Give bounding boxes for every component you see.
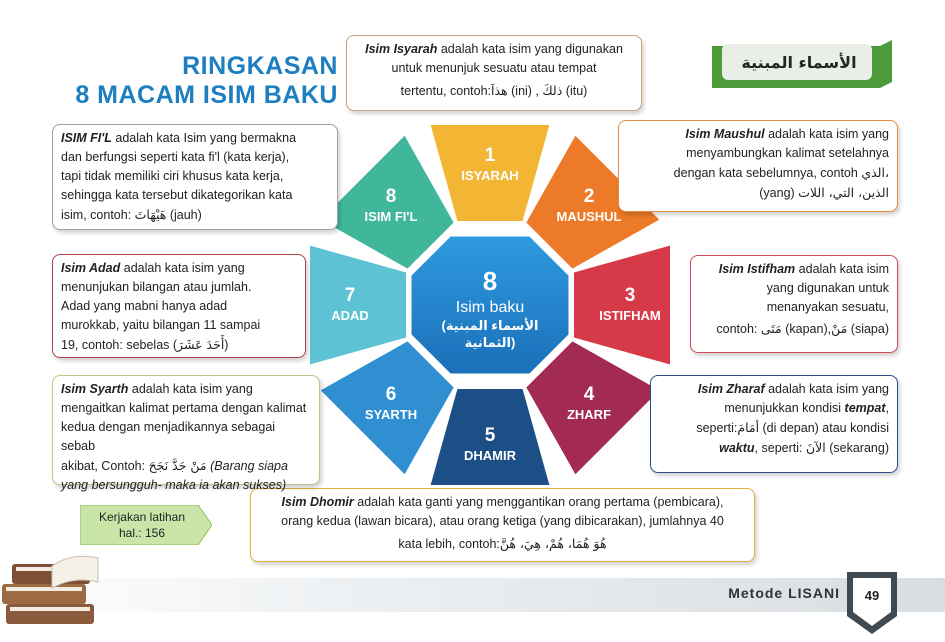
petal-number: 6 — [385, 384, 397, 405]
istifham-line-4e: (siapa) — [847, 322, 889, 336]
petal-number: 3 — [624, 285, 636, 306]
isim-fil-line-2: dan berfungsi seperti kata fi'l (kata kerja), — [61, 150, 290, 164]
syarth-line-2: mengaitkan kalimat pertama dengan kalimat — [61, 401, 307, 415]
badge-label: الأسماء المبنية — [741, 53, 857, 72]
dhomir-example: هُوَ هُمَا، هُمْ، هِيَ، هُنَّ — [499, 536, 607, 551]
page-number: 49 — [864, 588, 880, 603]
adad-keyword: Isim Adad — [61, 261, 121, 275]
zharaf-line-2a: menunjukkan kondisi — [724, 401, 845, 415]
exercise-note-line-2: hal.: 156 — [118, 526, 166, 540]
petal-label: ISTIFHAM — [599, 308, 661, 323]
adad-line-3: Adad yang mabni hanya adad — [61, 299, 228, 313]
isim-fil-line-3: tapi tidak memiliki ciri khusus kata kerja, — [61, 169, 284, 183]
isim-fil-box — [52, 124, 338, 230]
istifham-line-4a: contoh: — [716, 322, 761, 336]
zharaf-line-2c: , — [885, 401, 889, 415]
isyarah-line-3e: (itu) — [562, 84, 588, 98]
center-number: 8 — [482, 266, 498, 296]
books-illustration — [2, 552, 102, 630]
footer-title: Metode LISANI — [728, 585, 840, 601]
zharaf-keyword: Isim Zharaf — [697, 382, 765, 396]
page-number-shield — [845, 572, 899, 634]
isim-fil-line-4: sehingga kata tersebut dikategorikan kata — [61, 188, 293, 202]
petal-number: 8 — [385, 186, 397, 207]
maushul-line-3a: dengan kata sebelumnya, contoh — [673, 166, 862, 180]
isim-fil-line-1: adalah kata Isim yang bermakna — [111, 131, 297, 145]
syarth-line-3: kedua dengan menjadikannya sebagai sebab — [61, 420, 276, 453]
isim-fil-line-5a: isim, contoh: — [61, 208, 135, 222]
zharaf-example-1: أمَامَ — [737, 420, 760, 435]
isim-fil-line-5c: (jauh) — [166, 208, 202, 222]
syarth-line-4a: akibat, Contoh: — [61, 459, 149, 473]
petal-label: ZHARF — [566, 407, 612, 422]
istifham-example-2: مَنْ — [831, 321, 848, 336]
zharaf-line-4b: , seperti: — [754, 441, 806, 455]
syarth-line-5: yang bersungguh- maka ia akan sukses) — [61, 478, 287, 492]
zharaf-example-2: الآنَ — [805, 440, 826, 455]
isim-fil-example: هَيْهَاتَ — [134, 207, 167, 222]
zharaf-box — [650, 375, 898, 473]
petal-number: 1 — [484, 145, 496, 166]
istifham-line-4c: (kapan), — [781, 322, 832, 336]
exercise-note[interactable] — [84, 509, 200, 541]
title-line-2: 8 MACAM ISIM BAKU — [75, 81, 338, 109]
dhomir-keyword: Isim Dhomir — [281, 495, 354, 509]
dhomir-line-2: orang kedua (lawan bicara), atau orang ketiga (yang dibicarakan), jumlahnya 40 — [281, 514, 724, 528]
maushul-keyword: Isim Maushul — [685, 127, 765, 141]
dhomir-line-3a: kata lebih, contoh: — [398, 537, 500, 551]
petal-number: 4 — [583, 384, 595, 405]
zharaf-line-3c: (di depan) atau kondisi — [759, 421, 889, 435]
petal-label: ADAD — [331, 308, 369, 323]
adad-example: أَحَدَ عَشَرَ — [177, 337, 225, 352]
istifham-line-2: yang digunakan untuk — [766, 281, 889, 295]
dhomir-box — [250, 488, 755, 562]
istifham-keyword: Isim Istifham — [718, 262, 796, 276]
maushul-line-1: adalah kata isim yang — [764, 127, 889, 141]
isyarah-example-1: هذاَ — [491, 83, 508, 98]
isim-fil-keyword: ISIM FI'L — [61, 131, 112, 145]
maushul-box — [618, 120, 898, 212]
petal-number: 7 — [344, 285, 356, 306]
dhomir-line-1: adalah kata ganti yang menggantikan orang pertama (pembicara), — [353, 495, 724, 509]
zharaf-line-3a: seperti: — [696, 421, 738, 435]
petal-label: DHAMIR — [464, 448, 516, 463]
istifham-box — [690, 255, 898, 353]
syarth-keyword: Isim Syarth — [61, 382, 129, 396]
maushul-example-1: الذي، — [861, 165, 889, 180]
adad-line-4: murokkab, yaitu bilangan 11 sampai — [61, 318, 261, 332]
adad-line-2: menunjukan bilangan atau jumlah. — [61, 280, 252, 294]
isyarah-box — [346, 35, 642, 111]
istifham-example-1: مَتَى — [760, 321, 782, 336]
isyarah-line-3c: (ini) , — [507, 84, 543, 98]
istifham-line-1: adalah kata isim — [795, 262, 889, 276]
zharaf-line-4d: (sekarang) — [825, 441, 889, 455]
page-title — [20, 52, 338, 110]
adad-line-5c: ) — [224, 338, 229, 352]
center-line-1: Isim baku — [455, 299, 525, 316]
syarth-example: مَنْ جَدَّ نَجَحَ — [148, 458, 207, 473]
isyarah-line-1: adalah kata isim yang digunakan — [437, 42, 623, 56]
petal-number: 2 — [583, 186, 595, 207]
zharaf-line-2b: tempat — [844, 401, 886, 415]
isyarah-keyword: Isim Isyarah — [365, 42, 438, 56]
adad-box — [52, 254, 306, 358]
syarth-box — [52, 375, 320, 492]
maushul-line-4a: (yang) — [759, 186, 799, 200]
syarth-line-1: adalah kata isim yang — [128, 382, 253, 396]
petal-label: ISYARAH — [461, 168, 519, 183]
isyarah-example-2: ذلكَ — [542, 83, 563, 98]
petal-number: 5 — [484, 425, 496, 446]
title-line-1: RINGKASAN — [182, 52, 338, 80]
adad-line-1: adalah kata isim yang — [120, 261, 245, 275]
istifham-line-3: menanyakan sesuatu, — [766, 300, 889, 314]
center-line-3: الثمانية) — [464, 335, 516, 350]
isyarah-line-3a: tertentu, contoh: — [400, 84, 492, 98]
syarth-line-4c: (Barang siapa — [206, 459, 288, 473]
adad-line-5a: 19, contoh: sebelas ( — [61, 338, 178, 352]
petal-label: ISIM FI'L — [364, 209, 418, 224]
center-line-2: (الأسماء المبنية — [441, 318, 539, 333]
maushul-line-2: menyambungkan kalimat setelahnya — [686, 146, 889, 160]
zharaf-line-4a: waktu — [719, 441, 755, 455]
isyarah-line-2: untuk menunjuk sesuatu atau tempat — [391, 61, 597, 75]
zharaf-line-1: adalah kata isim yang — [764, 382, 889, 396]
petal-label: SYARTH — [364, 407, 418, 422]
petal-label: MAUSHUL — [556, 209, 622, 224]
exercise-note-line-1: Kerjakan latihan — [98, 510, 186, 524]
maushul-example-2: الذين، التي، اللات — [798, 185, 889, 200]
